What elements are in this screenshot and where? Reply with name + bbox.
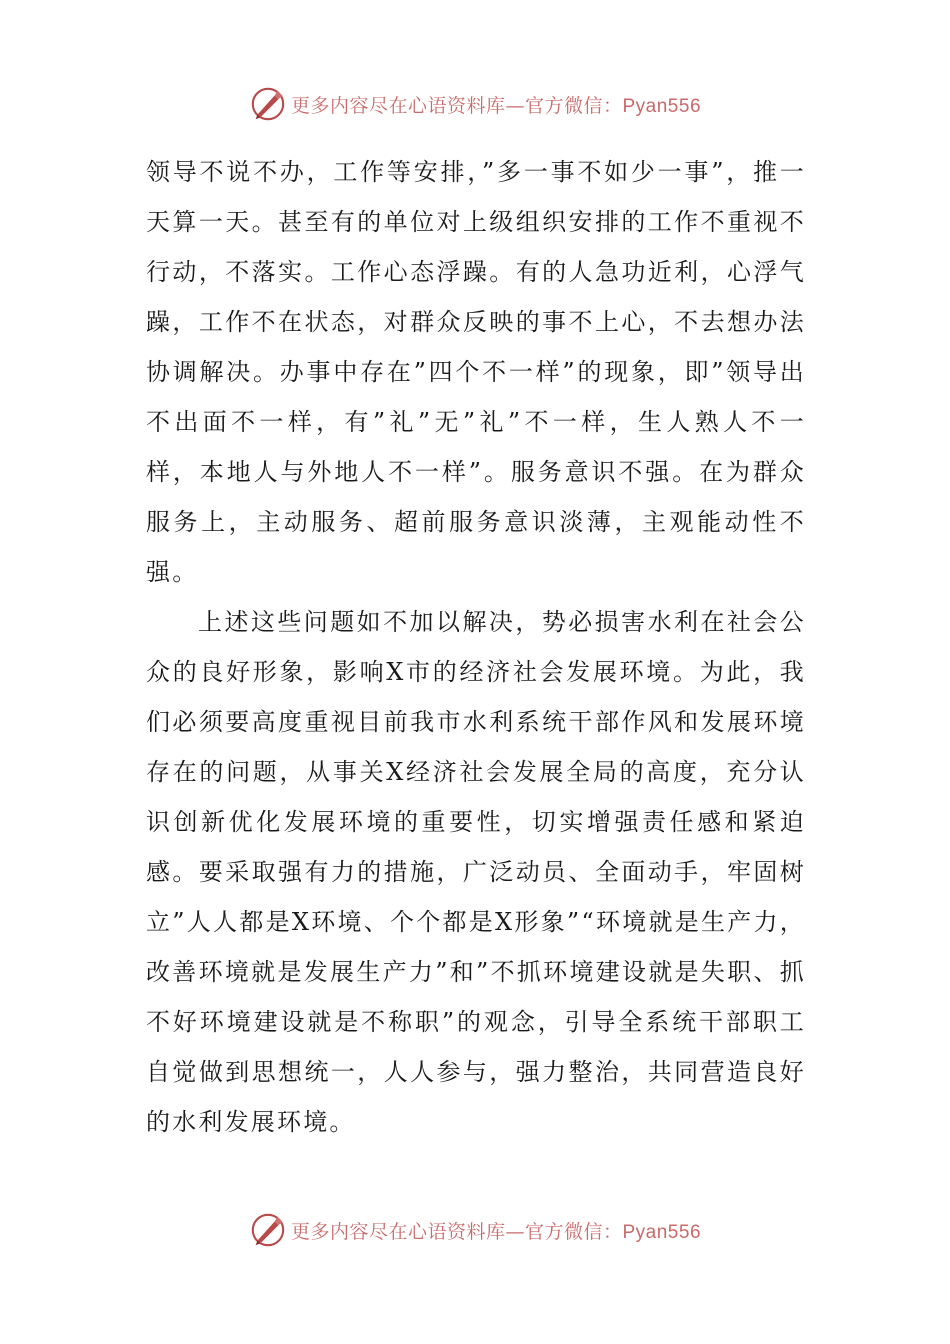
header-wechat-id: Pyan556 bbox=[622, 95, 702, 117]
header-dash: — bbox=[505, 94, 525, 117]
header-watermark-banner bbox=[0, 82, 950, 126]
header-watermark-text bbox=[291, 91, 701, 118]
header-official-label: 官方微信： bbox=[524, 94, 623, 117]
footer-official-label: 官方微信： bbox=[524, 1220, 623, 1243]
footer-watermark-banner bbox=[0, 1208, 950, 1252]
paragraph-1: 领导不说不办，工作等安排，”多一事不如少一事”，推一天算一天。甚至有的单位对上级组织安排的工作不重视不行动，不落实。工作心态浮躁。有的人急功近利，心浮气躁，工作不在状态，对群众反映的事不上心，不去想办法协调解决。办事中存在”四个不一样”的现象，即”领导出不出面不一样，有”礼”无”礼”不一样，生人熟人不一样，本地人与外地人不一样”。服务意识不强。在为群众服务上，主动服务、超前服务意识淡薄，主观能动性不强。 bbox=[146, 158, 806, 586]
footer-dash: — bbox=[505, 1220, 525, 1243]
pen-logo-icon bbox=[249, 1211, 287, 1249]
pen-logo-icon bbox=[249, 85, 287, 123]
footer-watermark-text bbox=[291, 1217, 701, 1244]
footer-banner-label: 更多内容尽在心语资料库 bbox=[290, 1220, 506, 1243]
paragraph-2: 上述这些问题如不加以解决，势必损害水利在社会公众的良好形象，影响X市的经济社会发展环境。为此，我们必须要高度重视目前我市水利系统干部作风和发展环境存在的问题，从事关X经济社会发展全局的高度，充分认识创新优化发展环境的重要性，切实增强责任感和紧迫感。要采取强有力的措施，广泛动员、全面动手，牢固树立”人人都是X环境、个个都是X形象”“环境就是生产力，改善环境就是发展生产力”和”不抓环境建设就是失职、抓不好环境建设就是不称职”的观念，引导全系统干部职工自觉做到思想统一，人人参与，强力整治，共同营造良好的水利发展环境。 bbox=[146, 608, 806, 1136]
document-body bbox=[146, 147, 806, 1147]
footer-wechat-id: Pyan556 bbox=[622, 1221, 702, 1243]
header-banner-label: 更多内容尽在心语资料库 bbox=[290, 94, 506, 117]
